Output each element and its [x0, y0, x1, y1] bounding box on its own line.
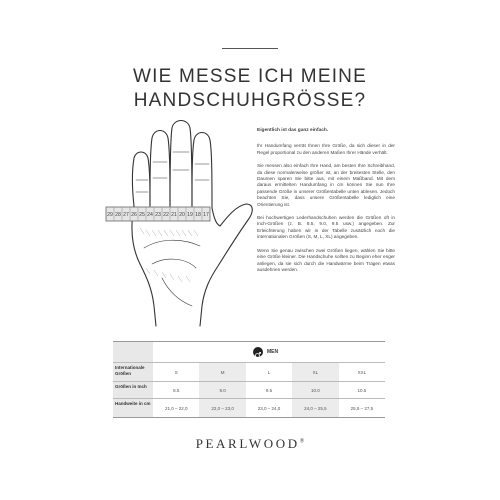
- table-cell: 21,0 – 22,0: [164, 405, 188, 411]
- table-cell: 22,0 – 23,0: [199, 399, 245, 417]
- hand-illustration: [96, 118, 256, 328]
- table-cell: M: [199, 363, 245, 381]
- paragraph-2: Sie messen also einfach Ihre Hand, am besten Ihre Schreibhand, da diese normalerweise größer ist, an der breitesten Stelle, den Daumen sparen Sie bitte aus, mit einem Maßband. Mit dem daraus ermittelten Handumfang in cm können Sie nun Ihre passende Größe in unserer Größentabelle unten ablesen. Jedoch beachten Sie, dass unsere Größentabelle lediglich eine Orientierung ist.: [257, 163, 395, 207]
- ruler-number: 21: [171, 212, 177, 218]
- paragraph-1: Ihr Handumfang verrät Ihnen Ihre Größe, da sich dieser in der Regel proportional zu den anderen Maßen Ihrer Hände verhält.: [257, 143, 395, 155]
- table-cell: 9.0: [199, 382, 245, 398]
- table-cell: L: [267, 369, 271, 375]
- table-cell: S: [174, 369, 178, 375]
- instructions-text: [257, 128, 395, 280]
- row-label: Größen in Inch: [113, 382, 153, 398]
- paragraph-4: Wenn Sie genau zwischen zwei Größen liegen, wählen Sie bitte eine Größe kleiner. Die Handschuhe sollten zu Beginn eher enger anliegen, da sie sich durch die Handwärme beim Tragen etwas ausdehnen werden.: [257, 247, 395, 272]
- table-row: [113, 398, 385, 418]
- table-cell: 10.5: [357, 387, 367, 393]
- table-row: [113, 362, 385, 381]
- ruler-number: 29: [107, 212, 113, 218]
- ruler-number: 23: [155, 212, 161, 218]
- male-symbol-icon: [253, 347, 263, 357]
- ruler-number: 19: [187, 212, 193, 218]
- table-cell: XL: [292, 363, 338, 381]
- table-cell: 8.5: [173, 387, 180, 393]
- row-label: Handweite in cm: [113, 399, 153, 417]
- page-title-line1: WIE MESSE ICH MEINE: [133, 66, 367, 87]
- top-divider: [222, 48, 278, 49]
- page-title-line2: HANDSCHUHGRÖSSE?: [133, 90, 367, 111]
- table-cell: 25,5 – 27,5: [350, 405, 374, 411]
- ruler-number: 25: [139, 212, 145, 218]
- table-cell: 23,0 – 24,0: [257, 405, 281, 411]
- table-row: [113, 381, 385, 398]
- row-label: Internationale Größen: [113, 363, 153, 381]
- table-cell: 9.5: [265, 387, 273, 393]
- ruler-number: 18: [195, 212, 201, 218]
- ruler-number: 27: [123, 212, 129, 218]
- brand-name: PEARLWOOD: [195, 436, 300, 451]
- table-cell: 24,0 – 25,5: [292, 399, 338, 417]
- ruler-number: 20: [179, 212, 185, 218]
- men-header-row: [113, 341, 385, 362]
- registered-mark: ®: [299, 438, 305, 445]
- brand-logo: [0, 436, 500, 452]
- table-cell: 10.0: [292, 382, 338, 398]
- table-cell: XXL: [357, 369, 367, 375]
- ruler-number: 24: [147, 212, 153, 218]
- ruler-number: 26: [131, 212, 137, 218]
- ruler-number: 22: [163, 212, 169, 218]
- paragraph-3: Bei hochwertigen Lederhandschuhen werden die Größen oft in Inch-Größen (z. B. 8.5, 9.0, 9.5 usw.) angegeben. Zur Erleichterung haben wir in der Tabelle zusätzlich noch die internationalen Größen (S, M, L, XL) angegeben.: [257, 215, 395, 240]
- lead-text: Eigentlich ist das ganz einfach.: [257, 128, 329, 133]
- ruler-number: 28: [115, 212, 121, 218]
- ruler-number: 17: [203, 212, 209, 218]
- measuring-tape: [106, 207, 210, 221]
- size-table: [113, 341, 385, 418]
- men-label: MEN: [267, 349, 279, 355]
